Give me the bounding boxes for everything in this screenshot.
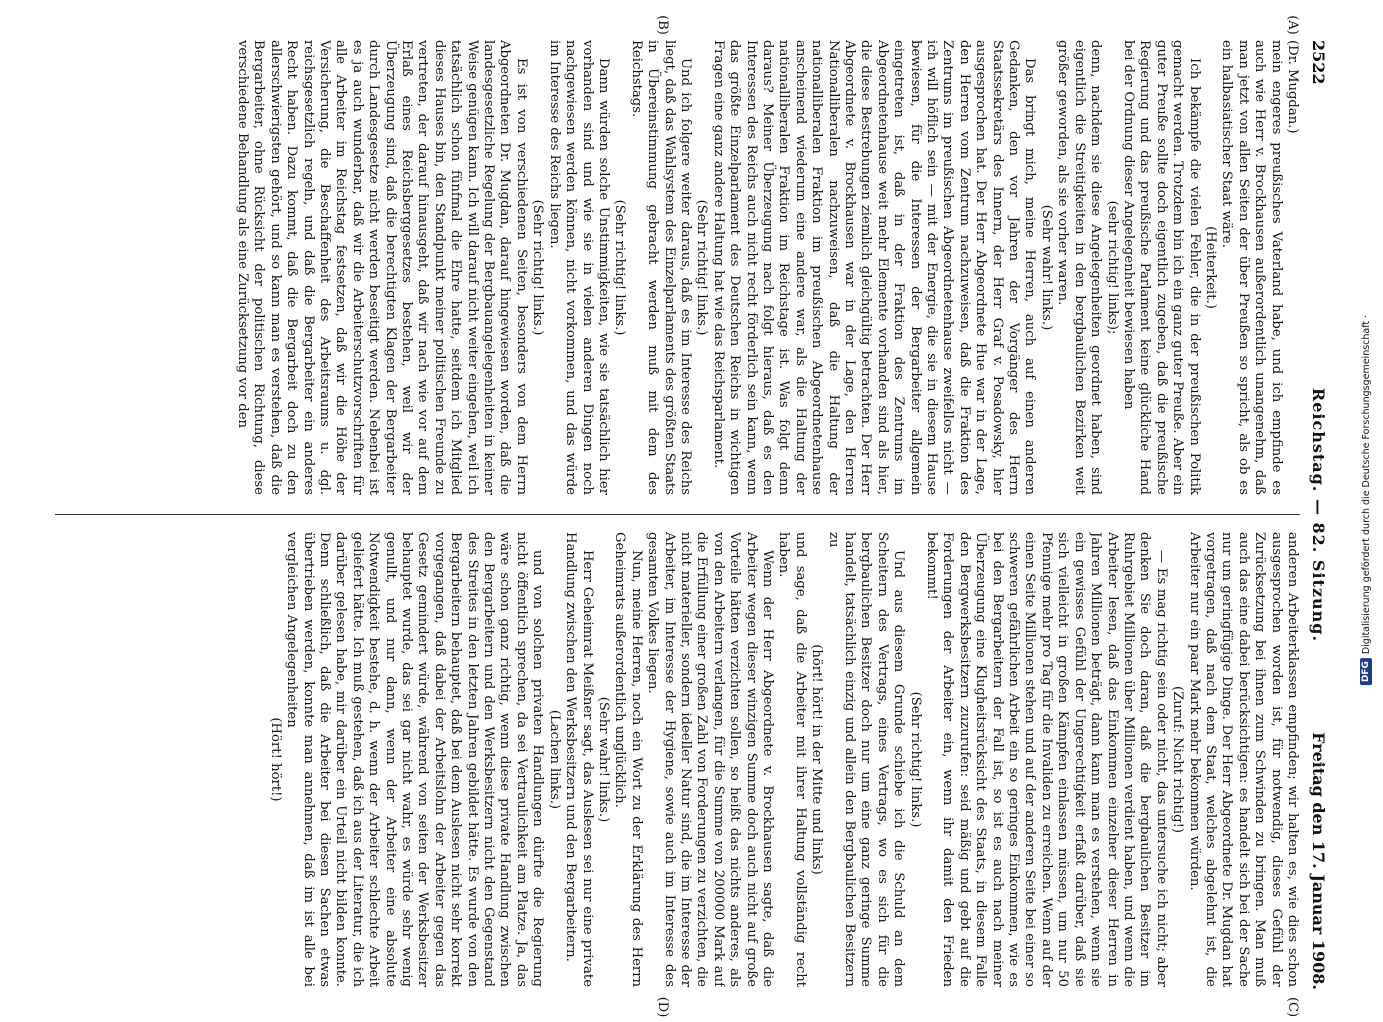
page-title: Reichstag. — 82. Sitzung. [1309, 387, 1329, 643]
paragraph: Das bringt mich, meine Herren, auch auf einen anderen Gedanken, den vor Jahren der Vorgänger des Herrn Staatssekretärs des Innern, der Herr Graf v. Posadowsky, hier ausgesprochen hat. Der Herr Abgeordnete Hue war in der Lage, den Herren vom Zentrum nachzuweisen, daß die Fraktion des Zentrums im preußischen Abgeordnetenhause zweifellos nicht — ich will höflich sein — mit der Energie, die sie in diesem Hause bewiesen, für die Interessen der Bergarbeiter allgemein eingetreten ist, daß in der Fraktion des Zentrums im Abgeordnetenhause weit mehr Elemente vorhanden sind als hier, die diese Bestrebungen ziemlich gleichgültig betrachten. Der Herr Abgeordnete v. Brockhausen war in der Lage, den Herren Nationalliberalen nachzuweisen, daß die Haltung der nationalliberalen Fraktion im preußischen Abgeordnetenhause anscheinend wiederum eine andere war, als die Haltung der nationalliberalen Fraktion im Reichstage ist. Was folgt denn daraus? Meiner Überzeugung nach folgt hieraus, daß es den Interessen des Reichs auch nicht recht förderlich sein kann, wenn das größte Einzelparlament des Deutschen Reichs in wichtigen Fragen eine ganz andere Haltung hat wie das Reichsparlament. [710, 40, 1038, 495]
page-number: 2522 [1309, 40, 1329, 85]
interjection: (Sehr richtig! links.) [694, 199, 710, 336]
interjection: (Zuruf: Nicht richtig!) [1170, 685, 1186, 834]
margin-mark-c: (C) [1285, 996, 1300, 1018]
text-column-right [55, 532, 1300, 987]
paragraph: denn, nachdem sie diese Angelegenheiten geordnet haben, sind eigentlich die Streitigkeiten in den bergbaulichen Bezirken weit größer geworden, als sie vorher waren. [1055, 40, 1104, 495]
document-page [50, 15, 1330, 1018]
interjection: (hört! hört! in der Mitte und links) [809, 644, 825, 875]
interjection: (Sehr richtig! links.) [907, 691, 923, 828]
page-date: Freitag den 17. Januar 1908. [1309, 732, 1329, 990]
margin-mark-d: (D) [655, 996, 670, 1018]
paragraph: Es ist von verschiedenen Seiten, besonders von dem Herrn Abgeordneten Dr. Mugdan, darauf hingewiesen worden, daß die landesgesetzliche Regelung der Bergbauangelegenheiten in keiner Weise genügen kann. Ich will darauf nicht weiter eingehen, weil ich tatsächlich schon fünfmal die Ehre hatte, seitdem ich Mitglied dieses Hauses bin, den Standpunkt meiner politischen Freunde zu vertreten, der darauf hinausgeht, daß wir nach wie vor auf dem Erlaß eines Reichsberggesetzes bestehen, weil wir der Überzeugung sind, daß die berechtigten Klagen der Bergarbeiter durch Landesgesetze nicht werden beseitigt werden. Nebenbei ist es ja auch wunderbar, daß wir die Arbeiterschutzvorschriften für alle Arbeiter im Reichstag festsetzen, daß wir die Höhe der Versicherung, die Beschaffenheit des Arbeitsraums u. dgl. reichsgesetzlich regeln, und daß die Bergarbeiter ein anderes Recht haben. Dazu kommt, daß die Bergarbeit doch zu den allerschwierigsten gehört, und so kann man es verstehen, daß die Bergarbeiter, ohne Rücksicht der politischen Richtung, diese verschiedene Behandlung als eine Zurücksetzung vor den [235, 40, 529, 495]
paragraph: anderen Arbeiterklassen empfinden; wir halten es, wie dies schon ausgesprochen worden ist, für notwendig, dieses Gefühl der Zurücksetzung bei ihnen zum Schwinden zu bringen. Man muß auch das eine dabei berücksichtigen: es handelt sich bei der Sache nur um geringfügige Dinge. Der Herr Abgeordnete Dr. Mugdan hat vorgetragen, daß nach dem Staat, welches abgelehnt ist, die Arbeiter nur ein paar Mark mehr bekommen würden. [1186, 532, 1300, 987]
interjection: (Lachen links.) [546, 709, 562, 810]
column-divider [55, 514, 1300, 515]
page-header [1308, 40, 1330, 990]
paragraph: Dann würden solche Unstimmigkeiten, wie sie tatsächlich hier vorhanden sind und wie sie in vielen anderen Dingen noch nachgewiesen werden können, nicht vorkommen, und das würde im Interesse des Reichs liegen. [546, 40, 611, 495]
footer-text: Digitalisierung gefördert durch die Deutsche Forschungsgemeinschaft · [1360, 314, 1372, 655]
paragraph: Nun, meine Herren, noch ein Wort zu der Erklärung des Herrn Geheimrats außerordentlich unglücklich. [612, 532, 644, 987]
interjection: (Sehr richtig! links.) [530, 199, 546, 336]
interjection: (Sehr wahr! links.) [1038, 204, 1054, 331]
paragraph: Herr Geheimrat Meißner sagt, das Auslesen sei nur eine private Handlung zwischen den Werksbesitzern und den Bergarbeitern. [563, 532, 595, 987]
paragraph: Und aus diesem Grunde schiebe ich die Schuld an dem Scheitern des Vertrags, eines Vertrags, wo es sich für die bergbaulichen Besitzer doch nur um eine ganz geringe Summe handelt, tatsächlich einzig und allein den Bergbaulichen Besitzern zu [825, 532, 907, 987]
paragraph: (Dr. Mugdan.) [1285, 40, 1300, 134]
paragraph: Wenn der Herr Abgeordnete v. Brockhausen sagte, daß die Arbeiter wegen dieser winzigen Summe doch auch nicht auf große Vorteile hätten verzichten sollen, so heißt das nichts anderes, als von den Arbeitern verlangen, für die Summe von 200000 Mark auf die Erfüllung einer großen Zahl von Forderungen zu verzichten, die nicht materieller, sondern ideeller Natur sind, die im Interesse der Arbeiter, im Interesse der Hygiene, sowie auch im Interesse des gesamten Volkes liegen. [645, 532, 775, 987]
paragraph: Und ich folgere weiter daraus, daß es im Interesse des Reichs liegt, daß das Wahlsystem des Einzelparlaments des größten Staats in Übereinstimmung gebracht werden muß mit dem des Reichstags. [628, 40, 693, 495]
dfg-logo: DFG [1360, 658, 1372, 685]
paragraph: — Es mag richtig sein oder nicht, das untersuche ich nicht; aber denken Sie doch daran, daß die bergbaulichen Besitzer im Ruhrgebiet Millionen über Millionen verdient haben, und wenn die Arbeiter lesen, daß das Einkommen einzelner dieser Herren in Jahren Millionen beträgt, dann kann man es verstehen, wenn sie ein gewisses Gefühl der Ungerechtigkeit erfaßt darüber, daß sie sich vielleicht in großen Kämpfen einlassen müssen, um nur 50 Pfennige mehr pro Tag für die Invaliden zu erreichen. Wenn auf der einen Seite Millionen stehen und auf der anderen Seite bei einer so schweren gefährlichen Arbeit ein so geringes Einkommen, wie es bei den Bergarbeitern der Fall ist, so ist es auch nach meiner Überzeugung eine Klugheitsrücksicht des Staats, in diesem Falle den Bergwerksbesitzern zuzurufen: seid mäßig und gebt auf die Forderungen der Arbeiter ein, wenn ihr damit den Frieden bekommt! [924, 532, 1169, 987]
interjection: (Sehr wahr! links.) [595, 696, 611, 823]
paragraph: und sage, daß die Arbeiter mit ihrer Haltung vollständig recht haben. [776, 532, 808, 987]
paragraph: mein engeres preußisches Vaterland habe, und ich empfinde es auch wie Herr v. Brockhausen außerordentlich unangenehm, daß man jetzt von allen Seiten der über Preußen so spricht, als ob es ein halbasiatischer Staat wäre. [1219, 40, 1284, 495]
interjection: (Sehr richtig! links.) [612, 199, 628, 336]
margin-mark-b: (B) [655, 15, 670, 35]
interjection: (Hört! hört!) [267, 717, 283, 802]
footer-credit [1360, 315, 1372, 685]
margin-mark-a: (A) [1285, 15, 1300, 35]
text-column-left [55, 40, 1300, 495]
interjection: (sehr richtig! links); [1104, 200, 1120, 335]
paragraph: und von solchen privaten Handlungen dürfte die Regierung nicht öffentlich sprechen, da sei Vertraulichkeit am Platze. Ja, das wäre schon ganz richtig, wenn diese private Handlung zwischen den Bergarbeitern und den Werksbesitzern nicht den Gegenstand des Streites in den letzten Jahren gebildet hätte. Es wurde von den Bergarbeitern behauptet, daß bei dem Auslesen nicht sehr korrekt vorgegangen, daß dabei der Arbeitslohn der Arbeiter gegen das Gesetz gemindert würde, während von seiten der Werksbesitzer behauptet wurde, das sei gar nicht wahr, es würde sehr wenig genullt, und nur dann, wenn der Arbeiter eine absolute Notwendigkeit bestehe, d. h. wenn der Arbeiter schlechte Arbeit geliefert hätte. Ich muß gestehen, daß ich aus der Literatur, die ich darüber gelesen habe, mir darüber ein Urteil nicht bilden konnte. Denn schließlich, daß die Arbeiter bei diesen Sachen etwas übertrieben werden, konnte man annehmen, daß im ist alle bei vergleichen Angelegenheiten [284, 532, 546, 987]
interjection: (Heiterkeit.) [1202, 226, 1218, 309]
paragraph: Ich bekämpfe die vielen Fehler, die in der preußischen Politik gemacht werden. Trotzdem bin ich ein ganz guter Preuße. Aber ein guter Preuße sollte doch eigentlich zugeben, daß die preußische Regierung und das preußische Parlament keine glückliche Hand bei der Ordnung dieser Angelegenheit bewiesen haben [1120, 40, 1202, 495]
